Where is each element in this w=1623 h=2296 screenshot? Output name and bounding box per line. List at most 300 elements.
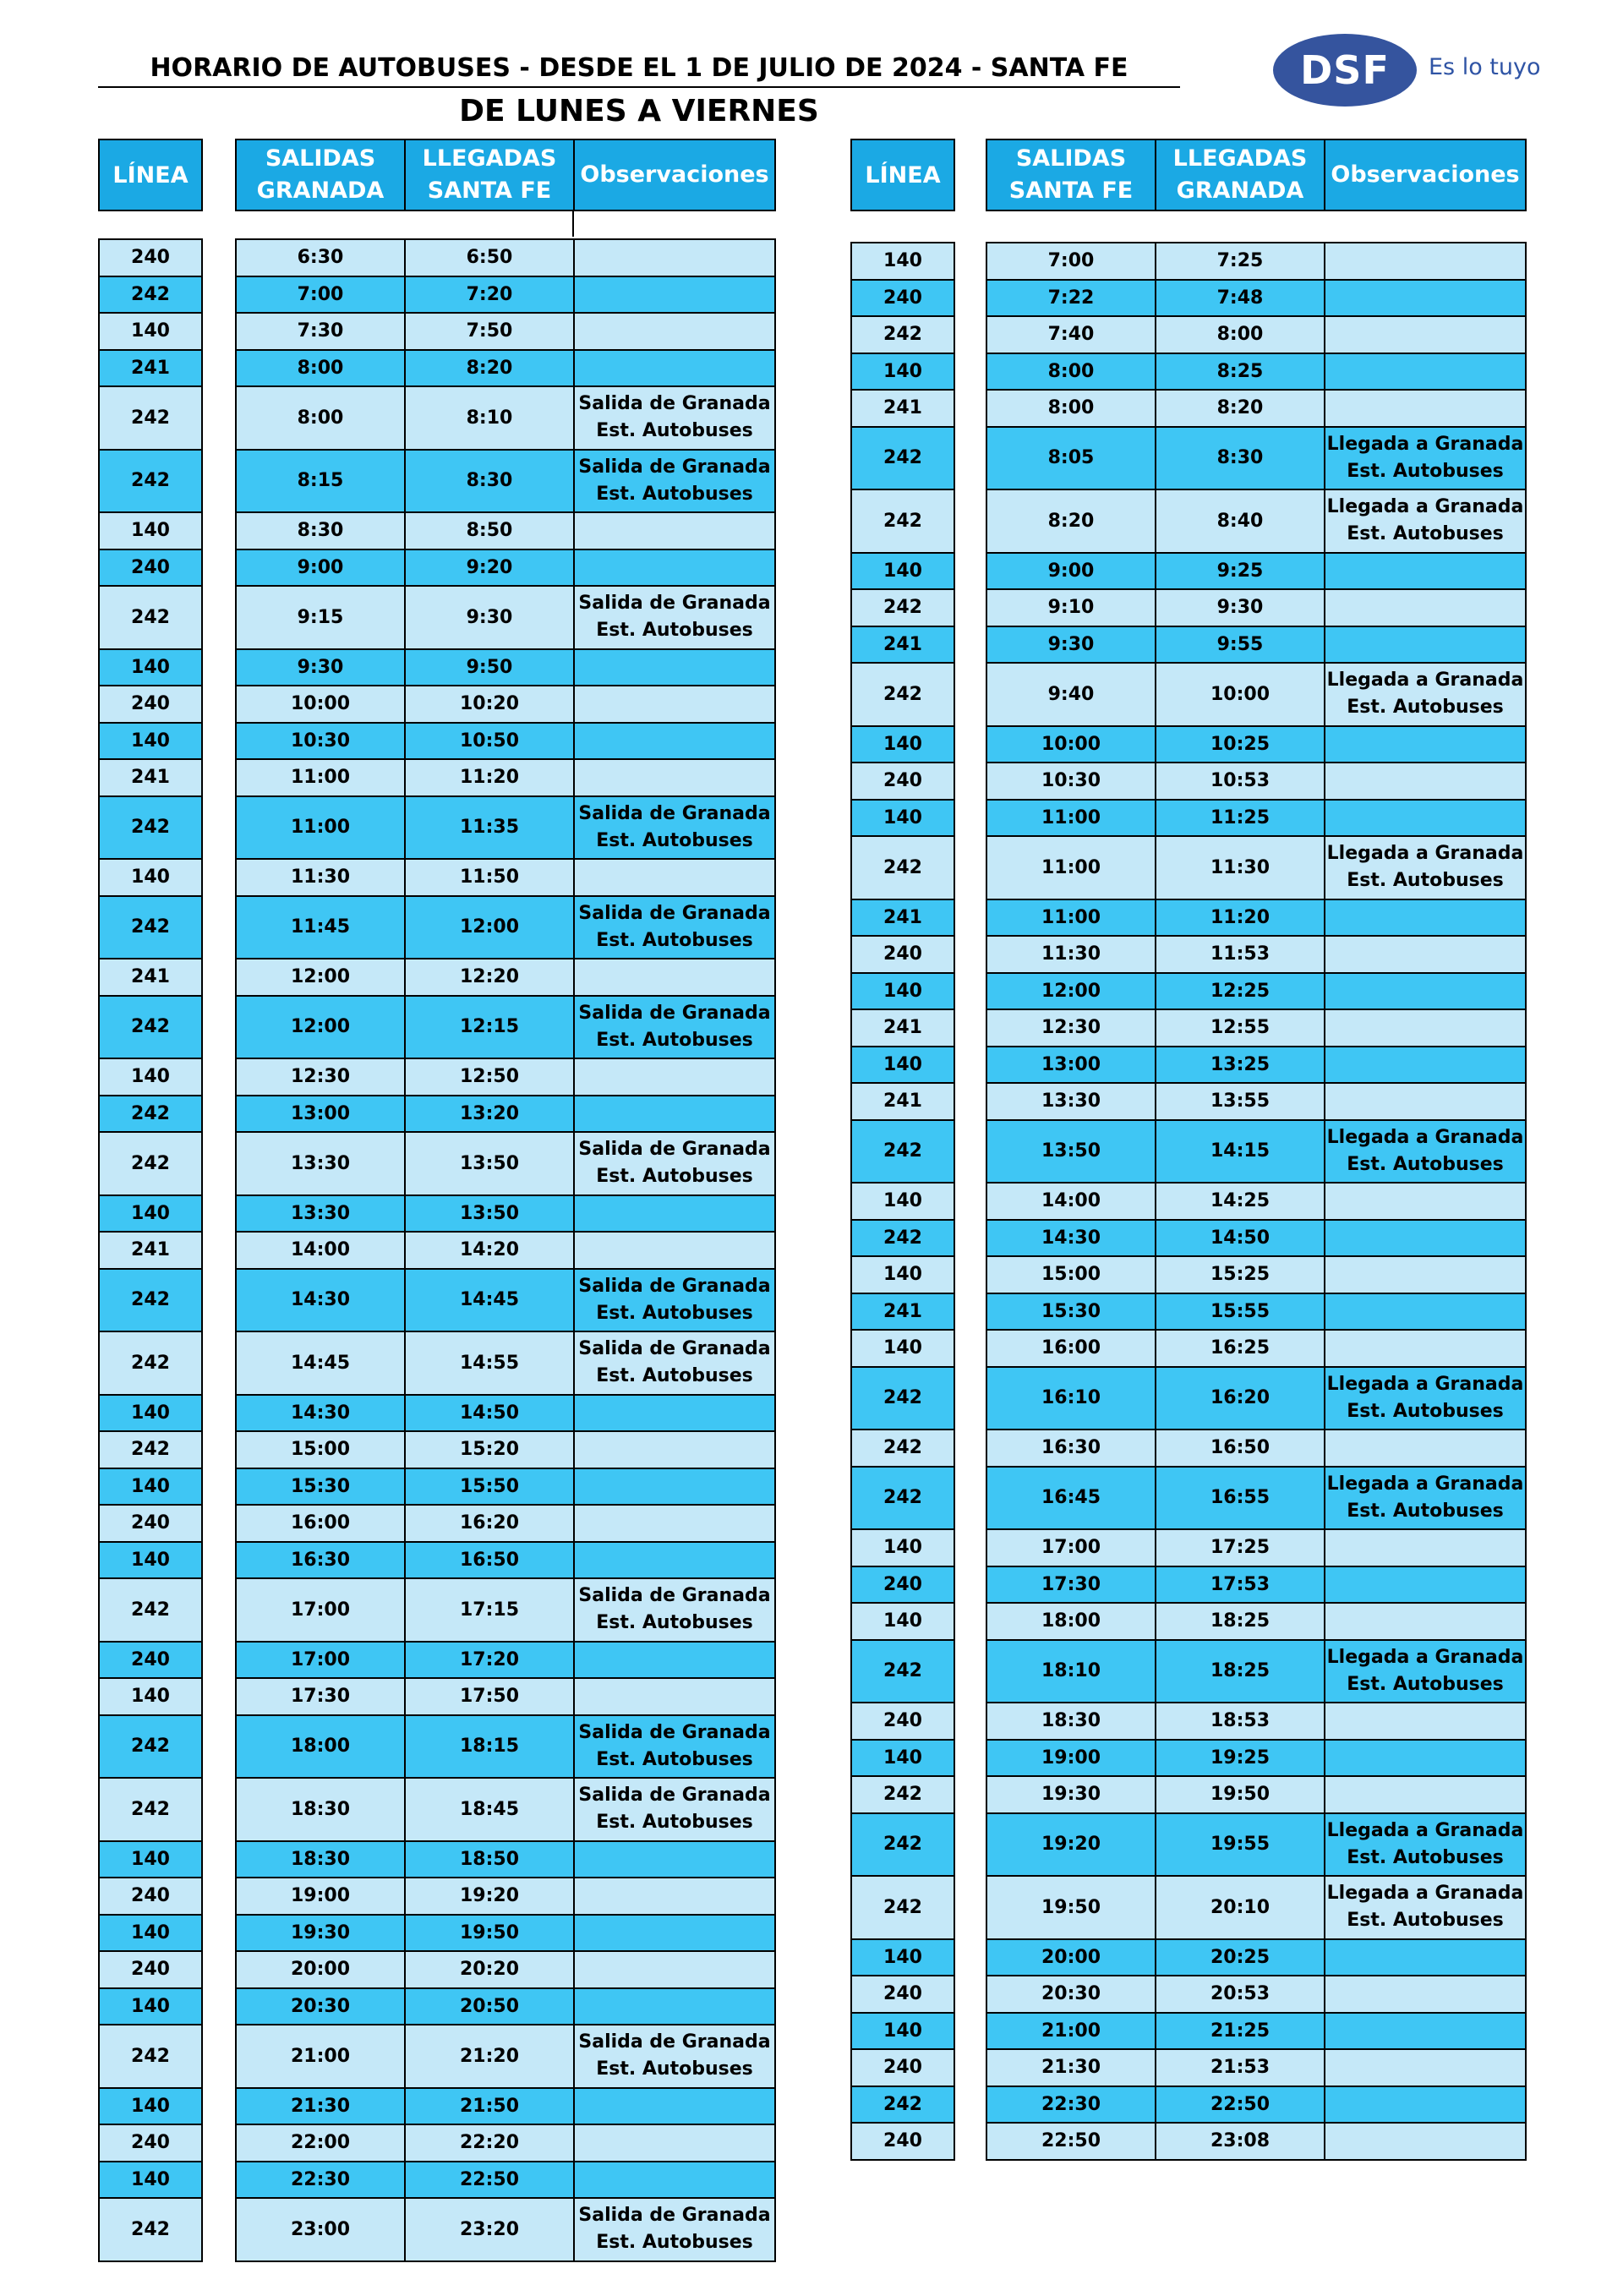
times-group [986,1875,1527,1940]
line-cell: 241 [850,626,955,664]
times-group [235,1541,776,1580]
line-cell: 240 [850,935,955,974]
times-group [235,795,776,861]
line-cell: 240 [850,762,955,801]
notes-cell [1325,1010,1525,1046]
notes-cell [575,240,774,276]
departure-cell: 9:00 [987,554,1156,589]
notes-cell [1325,1530,1525,1566]
notes-cell [1325,1741,1525,1776]
arrival-cell: 7:25 [1156,243,1325,279]
line-cell: 242 [98,1331,203,1396]
departure-cell: 11:00 [987,900,1156,936]
notes-cell [1325,354,1525,390]
notes-cell [1325,2050,1525,2086]
times-group [235,995,776,1060]
times-group [986,1775,1527,1814]
notes-cell [575,1196,774,1232]
notes-cell: Llegada a Granada Est. Autobuses [1326,1646,1524,1695]
left-header [235,139,776,211]
line-cell: 242 [98,2197,203,2262]
line-cell: 241 [98,758,203,797]
departure-cell: 7:40 [987,317,1156,353]
line-cell: 242 [98,1577,203,1643]
notes-cell [575,1543,774,1578]
arrival-cell: 10:25 [1156,727,1325,763]
arrival-cell: 17:25 [1156,1530,1325,1566]
arrival-cell: 20:10 [1156,1877,1325,1938]
line-cell: 240 [850,1702,955,1741]
arrival-cell: 7:48 [1156,281,1325,316]
times-group [235,2024,776,2089]
departure-cell: 18:10 [987,1641,1156,1703]
arrival-cell: 14:50 [406,1396,575,1431]
departure-cell: 14:00 [237,1233,406,1268]
line-cell: 242 [850,2086,955,2124]
line-cell: 242 [850,315,955,354]
line-cell: 241 [850,1293,955,1331]
notes-cell: Salida de Granada Est. Autobuses [578,1002,771,1051]
notes-cell [1325,1430,1525,1466]
arrival-cell: 18:25 [1156,1641,1325,1703]
times-group [235,549,776,588]
notes-cell [1325,590,1525,626]
departure-cell: 16:30 [237,1543,406,1578]
line-cell: 241 [98,349,203,388]
departure-cell: 14:30 [237,1396,406,1431]
line-cell: 242 [850,1466,955,1531]
arrival-cell: 16:20 [406,1506,575,1541]
arrival-cell: 10:00 [1156,664,1325,725]
arrival-cell: 14:15 [1156,1121,1325,1183]
line-cell: 240 [98,2124,203,2162]
departure-cell: 16:00 [987,1331,1156,1366]
line-cell: 241 [850,899,955,938]
times-group [986,426,1527,491]
line-cell: 242 [98,1430,203,1469]
line-cell: 242 [98,1268,203,1333]
arrival-cell: 13:25 [1156,1047,1325,1083]
times-group [986,588,1527,627]
departure-cell: 10:00 [237,686,406,722]
departure-cell: 20:30 [987,1976,1156,2012]
times-group [235,1987,776,2026]
notes-cell [575,351,774,386]
line-cell: 140 [98,2087,203,2126]
line-cell: 240 [850,279,955,318]
line-cell: 240 [98,1877,203,1916]
times-group [235,1394,776,1433]
times-group [235,449,776,514]
line-cell: 242 [850,1775,955,1814]
notes-cell [1325,1703,1525,1739]
line-cell: 242 [98,1131,203,1196]
arrival-cell: 20:20 [406,1952,575,1987]
departure-cell: 11:30 [987,937,1156,972]
notes-cell [1325,1294,1525,1330]
arrival-cell: 16:20 [1156,1368,1325,1430]
times-group [986,279,1527,318]
line-cell: 242 [850,1429,955,1468]
line-cell: 140 [850,972,955,1011]
line-cell: 140 [850,1602,955,1641]
departure-cell: 8:00 [237,387,406,449]
times-group [235,385,776,451]
arrival-cell: 12:20 [406,959,575,995]
times-group [986,1938,1527,1977]
notes-cell [575,1643,774,1678]
arrival-cell: 14:20 [406,1233,575,1268]
times-group [986,1329,1527,1368]
times-group [235,1677,776,1716]
times-group [986,552,1527,591]
departure-cell: 21:30 [237,2089,406,2124]
arrival-cell: 18:15 [406,1716,575,1778]
times-group [986,626,1527,664]
arrival-cell: 9:55 [1156,627,1325,663]
departure-cell: 16:30 [987,1430,1156,1466]
departure-cell: 19:00 [237,1878,406,1914]
line-cell: 140 [850,1329,955,1368]
line-cell: 140 [850,1182,955,1221]
departure-cell: 9:10 [987,590,1156,626]
departure-cell: 18:30 [987,1703,1156,1739]
line-cell: 242 [98,1095,203,1134]
notes-cell [575,1396,774,1431]
notes-cell: Salida de Granada Est. Autobuses [578,1338,771,1387]
departure-cell: 11:00 [237,797,406,859]
line-cell: 140 [850,1739,955,1778]
times-group [235,1504,776,1543]
departure-cell: 8:00 [987,391,1156,426]
departure-cell: 13:50 [987,1121,1156,1183]
notes-cell: Llegada a Granada Est. Autobuses [1326,1126,1524,1175]
arrival-cell: 13:50 [406,1133,575,1194]
notes-cell [575,650,774,686]
times-group [986,1429,1527,1468]
departure-cell: 21:30 [987,2050,1156,2086]
arrival-cell: 17:50 [406,1679,575,1714]
times-group [986,725,1527,764]
arrival-cell: 17:53 [1156,1567,1325,1603]
departure-cell: 8:30 [237,513,406,549]
line-cell: 241 [850,389,955,428]
line-cell: 241 [850,1009,955,1047]
notes-cell [1325,2014,1525,2049]
arrival-cell: 10:53 [1156,763,1325,799]
notes-cell: Salida de Granada Est. Autobuses [578,456,771,505]
notes-cell [1325,900,1525,936]
line-cell: 240 [850,2048,955,2087]
times-group [986,1702,1527,1741]
notes-cell [1325,2087,1525,2123]
notes-cell [575,1679,774,1714]
arrival-cell: 12:50 [406,1059,575,1095]
departure-cell: 20:00 [987,1940,1156,1976]
line-cell: 242 [850,835,955,900]
times-group [986,1366,1527,1431]
arrival-cell: 15:20 [406,1432,575,1468]
line-cell: 242 [850,1119,955,1184]
times-group [986,389,1527,428]
arrival-cell: 16:50 [406,1543,575,1578]
arrival-cell: 18:53 [1156,1703,1325,1739]
times-group [235,1331,776,1396]
departure-cell: 11:30 [237,860,406,895]
departure-cell: 6:30 [237,240,406,276]
departure-cell: 12:30 [237,1059,406,1095]
line-cell: 240 [850,1975,955,2014]
line-cell: 242 [98,1777,203,1842]
arrival-cell: 21:20 [406,2025,575,2087]
notes-cell [1325,1221,1525,1256]
page-title: HORARIO DE AUTOBUSES - DESDE EL 1 DE JULIO DE 2024 - SANTA FE [98,51,1180,88]
arrival-cell: 12:15 [406,997,575,1058]
notes-cell [1325,1084,1525,1119]
departure-cell: 11:45 [237,897,406,959]
arrival-cell: 8:30 [406,451,575,512]
times-group [986,762,1527,801]
notes-cell [1325,317,1525,353]
times-group [986,935,1527,974]
notes-cell [1325,763,1525,799]
notes-cell [1325,727,1525,763]
arrival-cell: 21:50 [406,2089,575,2124]
departure-cell: 20:30 [237,1989,406,2025]
times-group [235,685,776,724]
notes-cell [1325,1257,1525,1293]
departure-cell: 17:00 [237,1579,406,1641]
arrival-cell: 8:50 [406,513,575,549]
line-cell: 242 [850,588,955,627]
times-group [986,2048,1527,2087]
line-cell: 242 [98,276,203,314]
times-group [986,1639,1527,1704]
left-header-arrive: LLEGADAS SANTA FE [406,140,575,210]
departure-cell: 22:50 [987,2124,1156,2159]
times-group [235,276,776,314]
notes-cell: Salida de Granada Est. Autobuses [578,393,771,442]
line-cell: 242 [850,1366,955,1431]
page-subtitle: DE LUNES A VIERNES [459,94,819,128]
times-group [986,2086,1527,2124]
line-cell: 140 [98,1468,203,1506]
times-group [235,1840,776,1879]
times-group [235,1641,776,1680]
departure-cell: 10:00 [987,727,1156,763]
times-group [235,1714,776,1779]
times-group [986,1009,1527,1047]
arrival-cell: 15:55 [1156,1294,1325,1330]
notes-cell [1325,2124,1525,2159]
line-cell: 140 [850,353,955,391]
line-cell: 140 [850,725,955,764]
departure-cell: 9:30 [237,650,406,686]
times-group [235,511,776,550]
arrival-cell: 11:30 [1156,837,1325,899]
departure-cell: 22:30 [987,2087,1156,2123]
line-cell: 241 [98,958,203,997]
departure-cell: 14:00 [987,1184,1156,1219]
line-cell: 242 [850,662,955,727]
departure-cell: 14:30 [237,1270,406,1331]
departure-cell: 16:10 [987,1368,1156,1430]
notes-cell: Llegada a Granada Est. Autobuses [1326,496,1524,545]
notes-cell [1325,974,1525,1009]
line-cell: 242 [98,385,203,451]
arrival-cell: 14:55 [406,1332,575,1394]
times-group [986,2122,1527,2161]
times-group [986,1602,1527,1641]
departure-cell: 9:30 [987,627,1156,663]
notes-cell [1325,1777,1525,1812]
departure-cell: 13:30 [987,1084,1156,1119]
arrival-cell: 20:25 [1156,1940,1325,1976]
arrival-cell: 17:20 [406,1643,575,1678]
line-cell: 242 [850,489,955,554]
times-group [235,1950,776,1989]
arrival-cell: 22:50 [1156,2087,1325,2123]
line-cell: 242 [98,2024,203,2089]
times-group [235,1877,776,1916]
line-cell: 140 [850,552,955,591]
notes-cell [1325,1976,1525,2012]
departure-cell: 12:00 [987,974,1156,1009]
times-group [235,1095,776,1134]
line-cell: 242 [850,1639,955,1704]
times-group [986,315,1527,354]
notes-cell: Salida de Granada Est. Autobuses [578,1721,771,1770]
arrival-cell: 19:50 [1156,1777,1325,1812]
departure-cell: 17:30 [237,1679,406,1714]
notes-cell [575,1506,774,1541]
departure-cell: 22:00 [237,2125,406,2161]
times-group [986,2012,1527,2051]
notes-cell: Salida de Granada Est. Autobuses [578,1139,771,1188]
departure-cell: 18:30 [237,1779,406,1840]
arrival-cell: 11:20 [1156,900,1325,936]
arrival-cell: 19:25 [1156,1741,1325,1776]
notes-cell [575,1469,774,1505]
times-group [986,972,1527,1011]
notes-cell: Llegada a Granada Est. Autobuses [1326,1373,1524,1422]
line-cell: 140 [98,1394,203,1433]
notes-cell: Salida de Granada Est. Autobuses [578,1275,771,1324]
arrival-cell: 7:20 [406,277,575,313]
arrival-cell: 9:30 [406,587,575,648]
arrival-cell: 13:55 [1156,1084,1325,1119]
departure-cell: 19:00 [987,1741,1156,1776]
arrival-cell: 16:55 [1156,1468,1325,1529]
notes-cell [1325,627,1525,663]
times-group [235,585,776,650]
notes-cell: Salida de Granada Est. Autobuses [578,2205,771,2254]
departure-cell: 15:30 [237,1469,406,1505]
notes-cell [575,1432,774,1468]
arrival-cell: 23:08 [1156,2124,1325,2159]
left-header-depart: SALIDAS GRANADA [237,140,406,210]
line-cell: 140 [850,1255,955,1294]
arrival-cell: 14:45 [406,1270,575,1331]
line-cell: 140 [98,1987,203,2026]
times-group [986,1566,1527,1604]
times-group [235,1430,776,1469]
times-group [235,648,776,687]
line-cell: 240 [98,1641,203,1680]
right-header [986,139,1527,211]
line-cell: 140 [98,1058,203,1096]
departure-cell: 21:00 [987,2014,1156,2049]
departure-cell: 21:00 [237,2025,406,2087]
notes-cell [575,1096,774,1132]
departure-cell: 19:50 [987,1877,1156,1938]
line-cell: 240 [850,2122,955,2161]
departure-cell: 8:20 [987,490,1156,552]
arrival-cell: 9:25 [1156,554,1325,589]
line-cell: 240 [98,549,203,588]
times-group [235,1777,776,1842]
departure-cell: 7:00 [237,277,406,313]
line-cell: 140 [98,511,203,550]
departure-cell: 10:30 [237,724,406,759]
notes-cell [575,513,774,549]
departure-cell: 15:00 [987,1257,1156,1293]
times-group [986,1182,1527,1221]
arrival-cell: 19:50 [406,1916,575,1951]
notes-cell [1325,1047,1525,1083]
notes-cell: Llegada a Granada Est. Autobuses [1326,1883,1524,1932]
line-cell: 242 [98,895,203,960]
departure-cell: 8:00 [237,351,406,386]
departure-cell: 19:30 [237,1916,406,1951]
arrival-cell: 8:20 [406,351,575,386]
line-cell: 140 [850,242,955,281]
line-cell: 241 [850,1082,955,1121]
times-group [235,238,776,277]
departure-cell: 9:40 [987,664,1156,725]
times-group [235,1914,776,1953]
departure-cell: 17:30 [987,1567,1156,1603]
line-cell: 242 [98,449,203,514]
notes-cell [1325,281,1525,316]
departure-cell: 8:15 [237,451,406,512]
times-group [986,899,1527,938]
line-cell: 242 [98,795,203,861]
notes-cell [1325,1604,1525,1639]
notes-cell: Salida de Granada Est. Autobuses [578,902,771,951]
notes-cell [575,1059,774,1095]
notes-cell [575,277,774,313]
departure-cell: 13:00 [237,1096,406,1132]
line-cell: 242 [98,585,203,650]
arrival-cell: 12:00 [406,897,575,959]
times-group [235,758,776,797]
arrival-cell: 7:50 [406,314,575,349]
notes-cell [575,314,774,349]
arrival-cell: 9:30 [1156,590,1325,626]
line-cell: 140 [98,1914,203,1953]
arrival-cell: 19:20 [406,1878,575,1914]
line-cell: 242 [850,426,955,491]
times-group [986,1255,1527,1294]
notes-cell [575,760,774,795]
departure-cell: 11:00 [987,801,1156,836]
line-cell: 240 [98,1950,203,1989]
times-group [986,489,1527,554]
notes-cell [575,860,774,895]
times-group [986,835,1527,900]
notes-cell [575,2125,774,2161]
